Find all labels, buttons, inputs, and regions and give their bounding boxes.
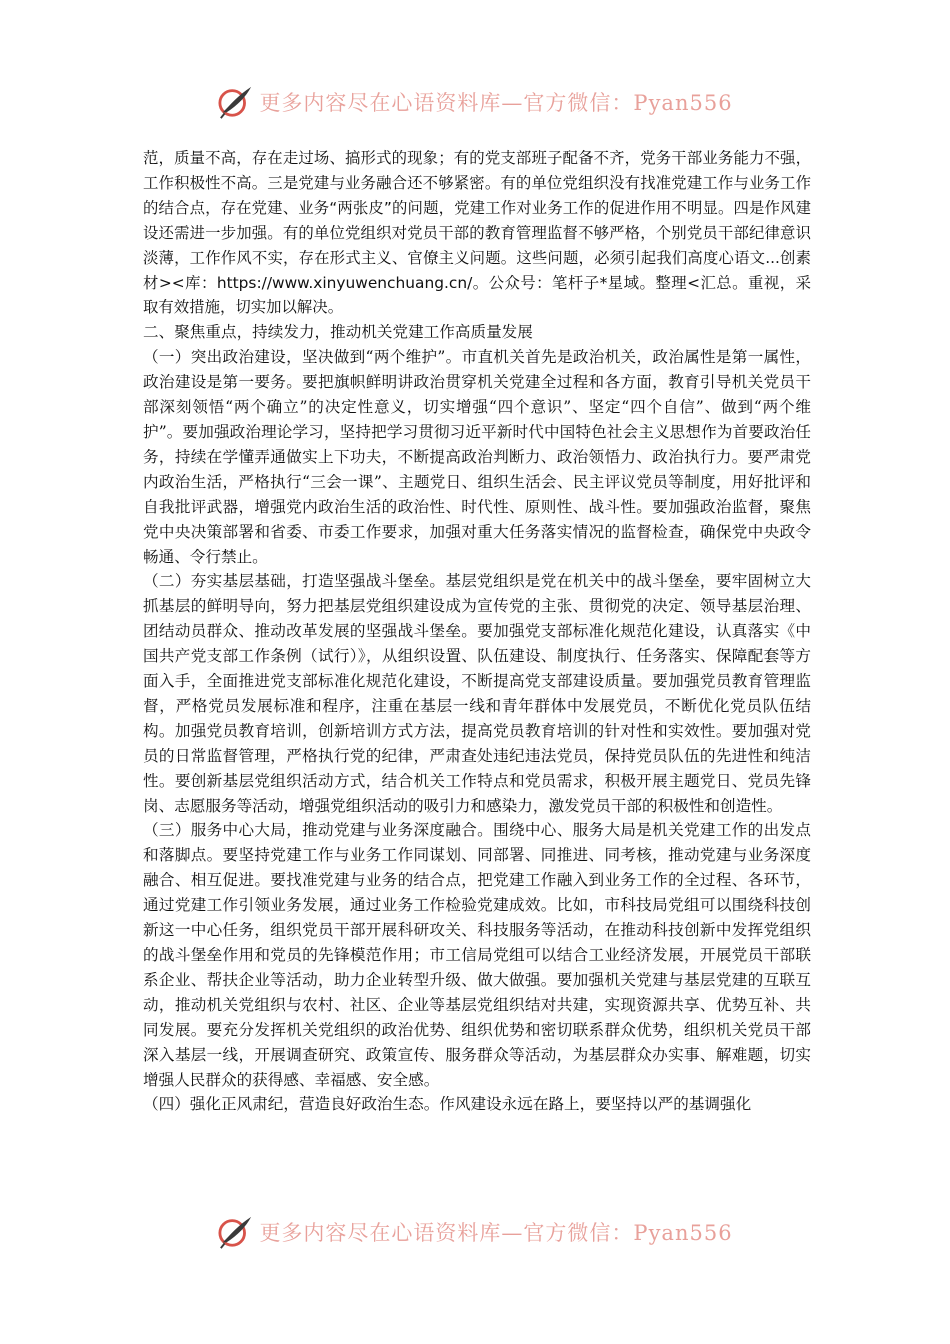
paragraph-grassroots-foundation: （二）夯实基层基础，打造坚强战斗堡垒。基层党组织是党在机关中的战斗堡垒，要牢固树立大抓基层的鲜明导向，努力把基层党组织建设成为宣传党的主张、贯彻党的决定、领导基层治理、团结动员群众、推动改革发展的坚强战斗堡垒。要加强党支部标准化规范化建设，认真落实《中国共产党支部工作条例（试行）》，从组织设置、队伍建设、制度执行、任务落实、保障配套等方面入手，全面推进党支部标准化规范化建设，不断提高党支部建设质量。要加强党员教育管理监督，严格党员发展标准和程序，注重在基层一线和青年群体中发展党员，不断优化党员队伍结构。加强党员教育培训，创新培训方式方法，提高党员教育培训的针对性和实效性。要加强对党员的日常监督管理，严格执行党的纪律，严肃查处违纪违法党员，保持党员队伍的先进性和纯洁性。要创新基层党组织活动方式，结合机关工作特点和党员需求，积极开展主题党日、党员先锋岗、志愿服务等活动，增强党组织活动的吸引力和感染力，激发党员干部的积极性和创造性。 [143, 572, 811, 815]
footer-banner [0, 1210, 950, 1254]
banner-text: 更多内容尽在心语资料库—官方微信：Pyan556 [259, 1221, 733, 1245]
paragraph-political-building: （一）突出政治建设，坚决做到“两个维护”。市直机关首先是政治机关，政治属性是第一属性，政治建设是第一要务。要把旗帜鲜明讲政治贯穿机关党建全过程和各方面，教育引导机关党员干部深刻领悟“两个确立”的决定性意义，切实增强“四个意识”、坚定“四个自信”、做到“两个维护”。要加强政治理论学习，坚持把学习贯彻习近平新时代中国特色社会主义思想作为首要政治任务，持续在学懂弄通做实上下功夫，不断提高政治判断力、政治领悟力、政治执行力。要严肃党内政治生活，严格执行“三会一课”、主题党日、组织生活会、民主评议党员等制度，用好批评和自我批评武器，增强党内政治生活的政治性、时代性、原则性、战斗性。要加强政治监督，聚焦党中央决策部署和省委、市委工作要求，加强对重大任务落实情况的监督检查，确保党中央政令畅通、令行禁止。 [143, 348, 811, 566]
feather-pen-logo-icon [217, 1214, 255, 1250]
paragraph-serve-center: （三）服务中心大局，推动党建与业务深度融合。围绕中心、服务大局是机关党建工作的出发点和落脚点。要坚持党建工作与业务工作同谋划、同部署、同推进、同考核，推动党建与业务深度融合、相互促进。要找准党建与业务的结合点，把党建工作融入到业务工作的全过程、各环节，通过党建工作引领业务发展，通过业务工作检验党建成效。比如，市科技局党组可以围绕科技创新这一中心任务，组织党员干部开展科研攻关、科技服务等活动，在推动科技创新中发挥党组织的战斗堡垒作用和党员的先锋模范作用；市工信局党组可以结合工业经济发展，开展党员干部联系企业、帮扶企业等活动，助力企业转型升级、做大做强。要加强机关党建与基层党建的互联互动，推动机关党组织与农村、社区、企业等基层党组织结对共建，实现资源共享、优势互补、共同发展。要充分发挥机关党组织的政治优势、组织优势和密切联系群众优势，组织机关党员干部深入基层一线，开展调查研究、政策宣传、服务群众等活动，为基层群众办实事、解难题，切实增强人民群众的获得感、幸福感、安全感。 [143, 821, 811, 1089]
header-banner [0, 80, 950, 124]
document-body [143, 146, 811, 1117]
banner-text: 更多内容尽在心语资料库—官方微信：Pyan556 [259, 91, 733, 115]
paragraph-problems: 范，质量不高，存在走过场、搞形式的现象；有的党支部班子配备不齐，党务干部业务能力不强，工作积极性不高。三是党建与业务融合还不够紧密。有的单位党组织没有找准党建工作与业务工作的结合点，存在党建、业务“两张皮”的问题，党建工作对业务工作的促进作用不明显。四是作风建设还需进一步加强。有的单位党组织对党员干部的教育管理监督不够严格，个别党员干部纪律意识淡薄，工作作风不实，存在形式主义、官僚主义问题。这些问题，必须引起我们高度心语文...创素材><库：https://www.xinyuwenchuang.cn/。公众号：笔杆子*星域。整理<汇总。重视，采取有效措施，切实加以解决。 [143, 149, 811, 317]
section-heading: 二、聚焦重点，持续发力，推动机关党建工作高质量发展 [143, 323, 533, 342]
paragraph-discipline: （四）强化正风肃纪，营造良好政治生态。作风建设永远在路上，要坚持以严的基调强化 [143, 1095, 752, 1114]
feather-pen-logo-icon [217, 84, 255, 120]
